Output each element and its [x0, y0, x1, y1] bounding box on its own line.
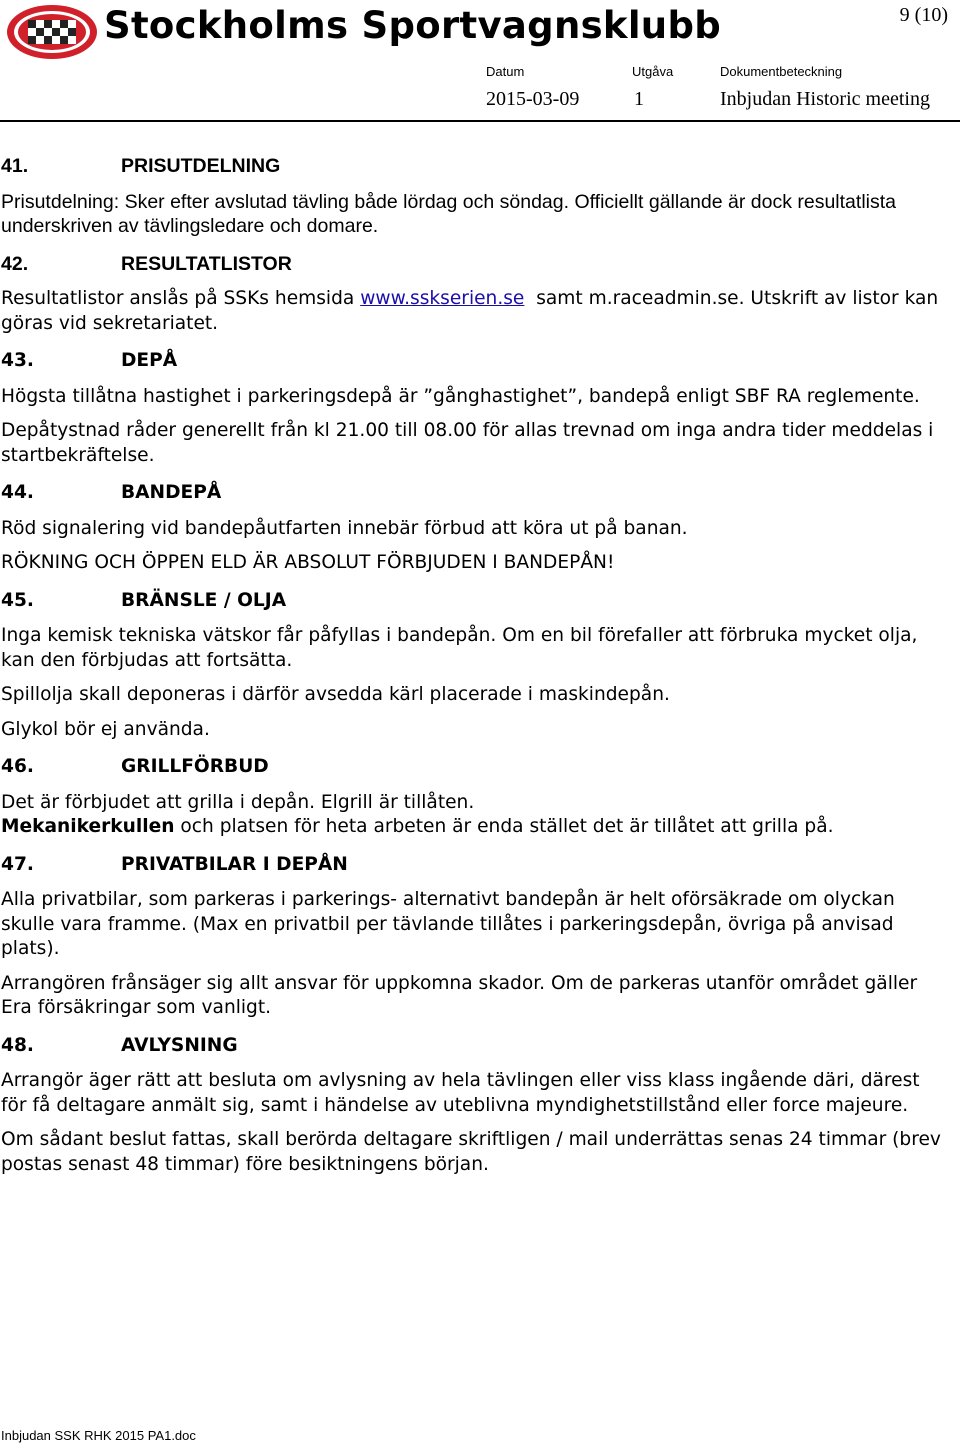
section-heading [1, 481, 951, 506]
section-paragraph: Spillolja skall deponeras i därför avsedda kärl placerade i maskindepån. [1, 684, 670, 705]
section-number: 41. [1, 155, 29, 177]
section-number: 44. [1, 482, 34, 503]
sskserien-link[interactable]: www.sskserien.se [360, 288, 525, 309]
section-heading [1, 349, 951, 374]
text-fragment: samt m.raceadmin.se. Utskrift av listor kan göras vid sekretariatet. [1, 288, 945, 334]
date-label: Datum [486, 64, 525, 79]
section-paragraph: Inga kemisk tekniska vätskor får påfyllas i bandepån. Om en bil förefaller att förbruka mycket olja, kan den förbjudas att fortsätta. [1, 625, 918, 671]
section-title: PRISUTDELNING [121, 155, 281, 177]
section-title: BRÄNSLE / OLJA [121, 589, 287, 611]
section-paragraph [1, 287, 951, 336]
section-title: DEPÅ [121, 350, 178, 371]
section-paragraph: Röd signalering vid bandepåutfarten innebär förbud att köra ut på banan. [1, 517, 688, 539]
section-paragraph: RÖKNING OCH ÖPPEN ELD ÄR ABSOLUT FÖRBJUDEN I BANDEPÅN! [1, 552, 615, 573]
section-paragraph: Det är förbjudet att grilla i depån. Elgrill är tillåten. [1, 791, 475, 813]
section-number: 45. [1, 589, 34, 611]
section-title: RESULTATLISTOR [121, 252, 292, 275]
section-heading [1, 589, 951, 614]
organization-name: Stockholms Sportvagnsklubb [104, 4, 722, 47]
section-title: AVLYSNING [121, 1034, 238, 1056]
club-logo [6, 4, 98, 60]
section-title: PRIVATBILAR I DEPÅN [121, 853, 348, 875]
section-heading [1, 252, 951, 277]
document-body [1, 154, 951, 1190]
section-number: 46. [1, 756, 34, 777]
section-paragraph: Depåtystnad råder generellt från kl 21.00 till 08.00 för allas trevnad om inga andra tider meddelas i startbekräftelse. [1, 420, 934, 466]
section-title: BANDEPÅ [121, 482, 222, 503]
section-number: 48. [1, 1034, 34, 1056]
section-45 [1, 589, 951, 743]
section-42 [1, 252, 951, 337]
section-paragraph: Arrangören frånsäger sig allt ansvar för uppkomna skador. Om de parkeras utanför området gäller Era försäkringar som vanligt. [1, 972, 918, 1018]
edition-value: 1 [634, 88, 644, 110]
section-paragraph: Prisutdelning: Sker efter avslutad tävling både lördag och söndag. Officiellt gällande är dock resultatlista underskriven av tävlingsledare och domare. [1, 190, 896, 237]
document-reference-value: Inbjudan Historic meeting [720, 88, 930, 110]
section-heading [1, 755, 951, 780]
header-divider [0, 120, 960, 122]
section-paragraph: Om sådant beslut fattas, skall berörda deltagare skriftligen / mail underrättas senas 24 timmar (brev postas senast 48 timmar) före besiktningens början. [1, 1129, 941, 1175]
section-48 [1, 1034, 951, 1178]
section-44 [1, 481, 951, 576]
section-title: GRILLFÖRBUD [121, 756, 269, 777]
section-paragraph: Alla privatbilar, som parkeras i parkerings- alternativt bandepån är helt oförsäkrade om olyckan skulle vara framme. (Max en privatbil per tävlande tillåtes i parkeringsdepån, övriga på anvisad plats). [1, 889, 895, 959]
section-41 [1, 154, 951, 239]
footer-filename: Inbjudan SSK RHK 2015 PA1.doc [1, 1428, 196, 1443]
section-43 [1, 349, 951, 468]
section-number: 43. [1, 350, 34, 371]
date-value: 2015-03-09 [486, 88, 580, 110]
section-47 [1, 853, 951, 1021]
text-fragment: Resultatlistor anslås på SSKs hemsida [1, 288, 361, 309]
section-number: 42. [1, 252, 29, 275]
section-heading [1, 853, 951, 878]
section-paragraph: Högsta tillåtna hastighet i parkeringsdepå är ”gånghastighet”, bandepå enligt SBF RA reglemente. [1, 385, 920, 407]
section-heading [1, 1034, 951, 1059]
text-fragment: och platsen för heta arbeten är enda stället det är tillåtet att grilla på. [174, 816, 834, 837]
bold-term: Mekanikerkullen [1, 816, 175, 837]
document-reference-label: Dokumentbeteckning [720, 64, 843, 79]
section-paragraph [1, 815, 951, 840]
page-number: 9 (10) [899, 4, 948, 26]
section-heading [1, 154, 951, 179]
section-number: 47. [1, 853, 34, 875]
section-paragraph: Glykol bör ej använda. [1, 718, 210, 740]
section-46 [1, 755, 951, 840]
edition-label: Utgåva [632, 64, 674, 79]
section-paragraph: Arrangör äger rätt att besluta om avlysning av hela tävlingen eller viss klass ingående däri, därest för få deltagare anmält sig, samt i händelse av uteblivna myndighetstillstånd eller force majeure. [1, 1070, 920, 1116]
